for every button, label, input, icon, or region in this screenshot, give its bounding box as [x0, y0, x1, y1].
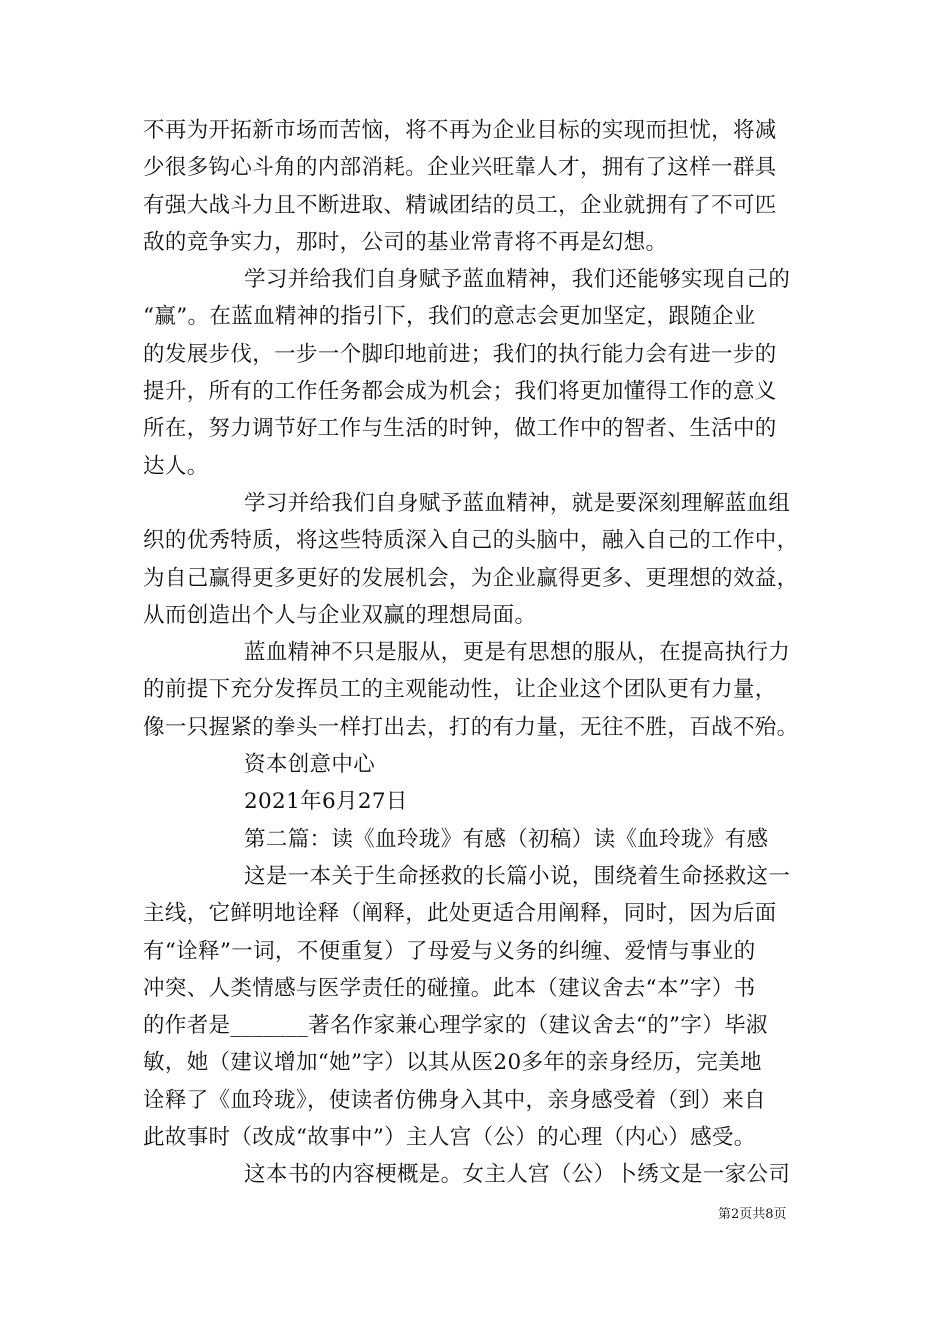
text-line: 像一只握紧的拳头一样打出去，打的有力量，无往不胜，百战不殆。 [143, 714, 799, 740]
text-line: 少很多钩心斗角的内部消耗。企业兴旺靠人才，拥有了这样一群具 [143, 155, 777, 181]
text-line: 的作者是_______著名作家兼心理学家的（建议舍去“的”字）毕淑 [143, 1013, 768, 1039]
signature-line: 资本创意中心 [244, 752, 376, 778]
text-line: 敌的竞争实力，那时，公司的基业常青将不再是幻想。 [143, 229, 668, 255]
text-line: 学习并给我们自身赋予蓝血精神，我们还能够实现自己的 [244, 267, 791, 293]
text-line: 达人。 [143, 453, 209, 479]
text-line: 这是一本关于生命拯救的长篇小说，围绕着生命拯救这一 [244, 863, 791, 889]
text-line: 所在，努力调节好工作与生活的时钟，做工作中的智者、生活中的 [143, 416, 777, 442]
text-line: 有“诠释”一词，不便重复）了母爱与义务的纠缠、爱情与事业的 [143, 938, 756, 964]
text-line: 不再为开拓新市场而苦恼，将不再为企业目标的实现而担忧，将减 [143, 118, 777, 143]
text-line: 从而创造出个人与企业双赢的理想局面。 [143, 602, 537, 628]
text-line: 学习并给我们自身赋予蓝血精神，就是要深刻理解蓝血组 [244, 490, 791, 516]
text-line: 提升，所有的工作任务都会成为机会；我们将更加懂得工作的意义 [143, 379, 777, 405]
date-line: 2021年6月27日 [244, 789, 408, 815]
text-line: 的发展步伐，一步一个脚印地前进；我们的执行能力会有进一步的 [143, 341, 777, 367]
text-line: 蓝血精神不只是服从，更是有思想的服从，在提高执行力 [244, 640, 791, 666]
text-line: 这本书的内容梗概是。女主人宫（公）卜绣文是一家公司 [244, 1162, 791, 1188]
text-line: 敏，她（建议增加“她”字）以其从医20多年的亲身经历，完美地 [143, 1050, 762, 1076]
text-line: 为自己赢得更多更好的发展机会，为企业赢得更多、更理想的效益， [143, 565, 799, 591]
text-line: “赢”。在蓝血精神的指引下，我们的意志会更加坚定，跟随企业 [143, 304, 756, 330]
text-line: 有强大战斗力且不断进取、精诚团结的员工，企业就拥有了不可匹 [143, 192, 777, 218]
text-line: 诠释了《血玲珑》，使读者仿佛身入其中，亲身感受着（到）来自 [143, 1087, 766, 1113]
text-line: 冲突、人类情感与医学责任的碰撞。此本（建议舍去“本”字）书 [143, 975, 756, 1001]
text-line: 的前提下充分发挥员工的主观能动性，让企业这个团队更有力量， [143, 677, 777, 703]
page-number-footer: 第2页共8页 [718, 1207, 787, 1222]
text-line: 织的优秀特质，将这些特质深入自己的头脑中，融入自己的工作中， [143, 528, 799, 554]
text-line: 主线，它鲜明地诠释（阐释，此处更适合用阐释，同时，因为后面 [143, 901, 777, 927]
body-text [143, 112, 813, 1194]
text-line: 此故事时（改成“故事中”）主人宫（公）的心理（内心）感受。 [143, 1125, 756, 1151]
section-heading: 第二篇：读《血玲珑》有感（初稿）读《血玲珑》有感 [244, 826, 769, 852]
